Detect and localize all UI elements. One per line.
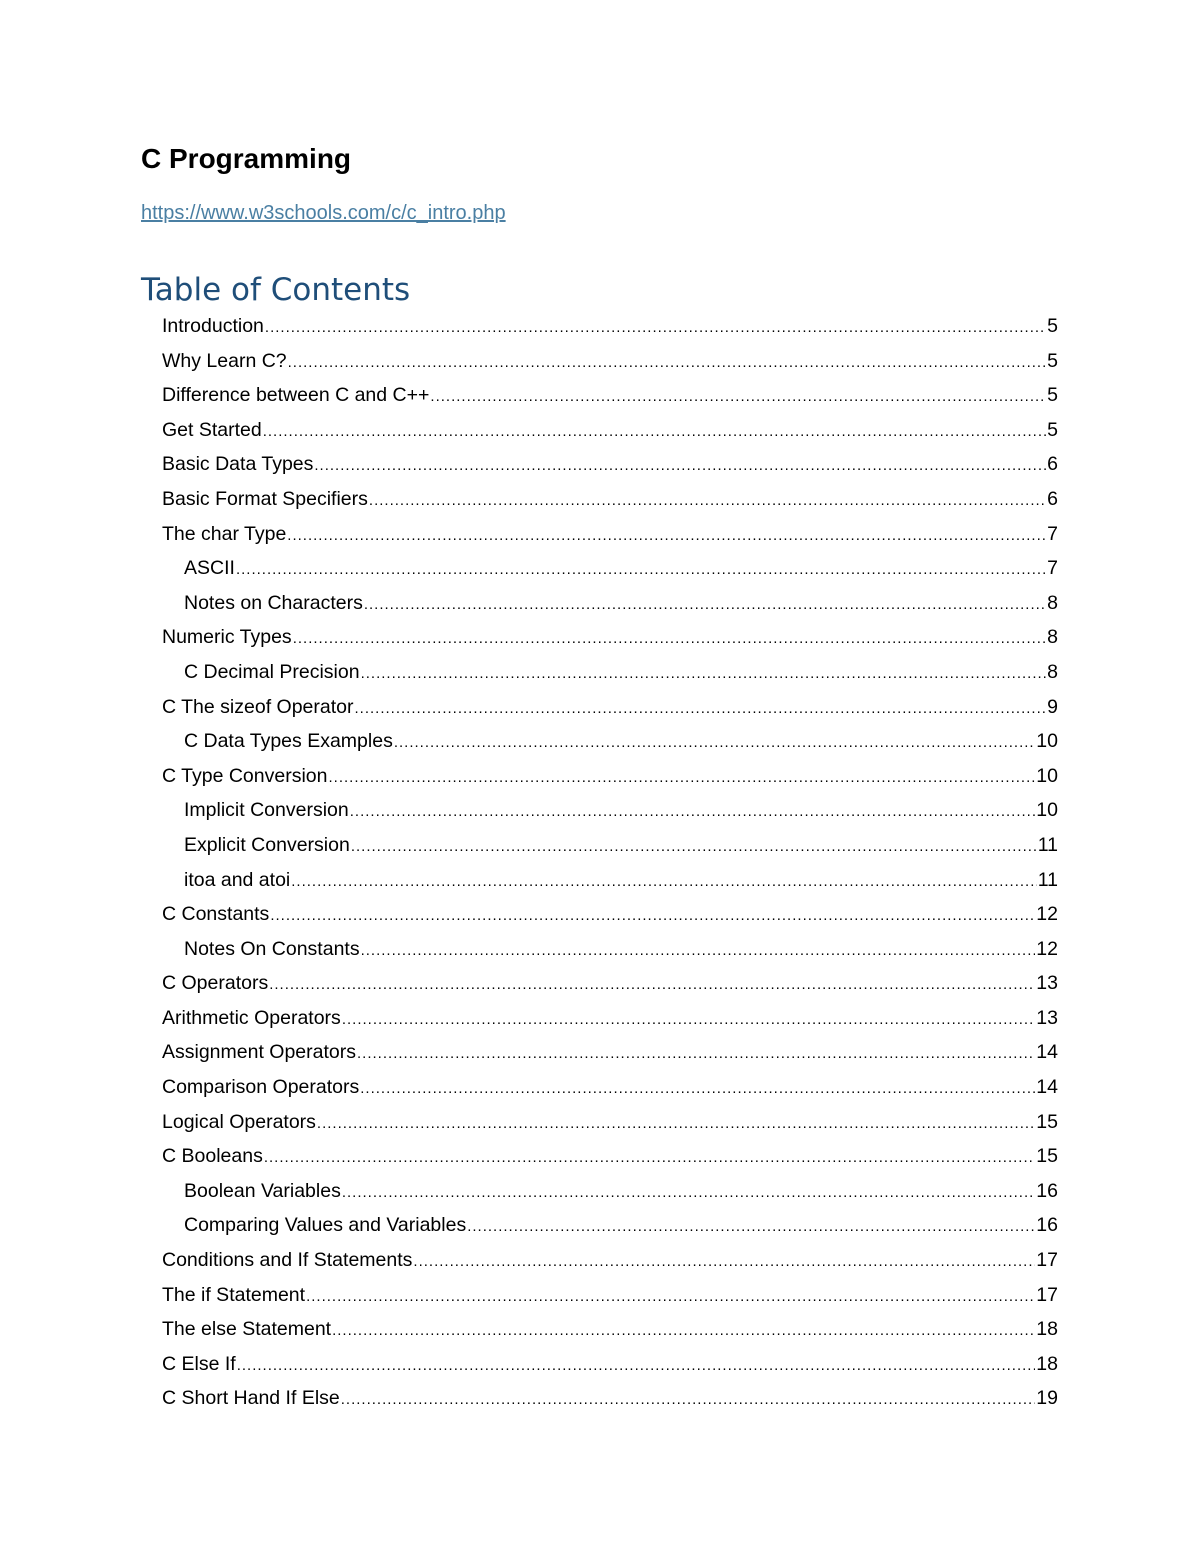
toc-entry[interactable] xyxy=(162,1208,1058,1243)
toc-entry-title: ASCII xyxy=(184,557,235,580)
toc-dot-leader xyxy=(314,449,1046,482)
toc-entry-page-number: 12 xyxy=(1036,903,1058,926)
toc-entry[interactable] xyxy=(162,690,1058,725)
toc-entry[interactable] xyxy=(162,344,1058,379)
toc-entry[interactable] xyxy=(162,1035,1058,1070)
toc-entry-title: Numeric Types xyxy=(162,626,292,649)
toc-entry-title: Introduction xyxy=(162,315,264,337)
toc-entry-page-number: 17 xyxy=(1036,1283,1058,1306)
toc-entry-title: C Constants xyxy=(162,903,270,926)
toc-dot-leader xyxy=(467,1210,1035,1243)
toc-dot-leader xyxy=(291,865,1036,898)
toc-heading: Table of Contents xyxy=(141,272,411,308)
toc-entry-page-number: 16 xyxy=(1036,1179,1058,1202)
toc-entry[interactable] xyxy=(162,1139,1058,1174)
toc-dot-leader xyxy=(354,692,1046,725)
toc-entry-page-number: 13 xyxy=(1036,972,1058,995)
toc-entry-title: Comparing Values and Variables xyxy=(184,1214,467,1237)
toc-entry[interactable] xyxy=(162,1312,1058,1347)
toc-entry-page-number: 13 xyxy=(1036,1006,1058,1029)
toc-entry[interactable] xyxy=(162,1381,1058,1416)
toc-entry-page-number: 8 xyxy=(1047,660,1058,683)
toc-entry-title: Difference between C and C++ xyxy=(162,384,430,407)
toc-entry-page-number: 7 xyxy=(1047,557,1058,580)
toc-entry[interactable] xyxy=(162,863,1058,898)
toc-entry[interactable] xyxy=(162,932,1058,967)
toc-entry-page-number: 11 xyxy=(1037,868,1058,891)
toc-dot-leader xyxy=(351,830,1037,863)
toc-entry-title: C Data Types Examples xyxy=(184,730,393,753)
toc-entry-title: Comparison Operators xyxy=(162,1076,360,1099)
toc-entry[interactable] xyxy=(162,655,1058,690)
toc-entry-title: The if Statement xyxy=(162,1283,306,1306)
toc-entry-page-number: 14 xyxy=(1036,1041,1058,1064)
toc-entry-page-number: 19 xyxy=(1036,1387,1058,1410)
toc-entry-title: The else Statement xyxy=(162,1318,332,1341)
toc-entry[interactable] xyxy=(162,413,1058,448)
toc-entry-page-number: 5 xyxy=(1047,418,1058,441)
toc-entry-page-number: 5 xyxy=(1047,384,1058,407)
toc-dot-leader xyxy=(430,380,1046,413)
toc-entry-title: Basic Format Specifiers xyxy=(162,487,368,510)
toc-entry-title: Explicit Conversion xyxy=(184,833,350,856)
toc-entry[interactable] xyxy=(162,724,1058,759)
toc-entry[interactable] xyxy=(162,1347,1058,1382)
toc-entry-page-number: 5 xyxy=(1047,349,1058,372)
toc-dot-leader xyxy=(306,1280,1035,1313)
toc-entry[interactable] xyxy=(162,1174,1058,1209)
toc-dot-leader xyxy=(342,1176,1035,1209)
toc-entry-title: Get Started xyxy=(162,418,262,441)
toc-dot-leader xyxy=(357,1037,1035,1070)
toc-entry-page-number: 9 xyxy=(1047,695,1058,718)
toc-dot-leader xyxy=(361,657,1047,690)
toc-entry[interactable] xyxy=(162,378,1058,413)
toc-entry-title: Conditions and If Statements xyxy=(162,1249,413,1272)
table-of-contents xyxy=(162,309,1058,1416)
toc-entry-page-number: 10 xyxy=(1036,799,1058,822)
toc-entry-title: Assignment Operators xyxy=(162,1041,357,1064)
toc-dot-leader xyxy=(413,1245,1035,1278)
toc-dot-leader xyxy=(360,1072,1035,1105)
toc-dot-leader xyxy=(328,761,1035,794)
toc-entry-page-number: 8 xyxy=(1047,591,1058,614)
toc-entry-title: C Operators xyxy=(162,972,269,995)
toc-entry-title: Implicit Conversion xyxy=(184,799,349,822)
toc-entry[interactable] xyxy=(162,828,1058,863)
toc-entry[interactable] xyxy=(162,1278,1058,1313)
toc-entry-page-number: 11 xyxy=(1037,833,1058,856)
toc-entry-page-number: 12 xyxy=(1036,937,1058,960)
toc-entry[interactable] xyxy=(162,759,1058,794)
toc-dot-leader xyxy=(332,1314,1035,1347)
toc-entry-page-number: 15 xyxy=(1036,1145,1058,1168)
toc-entry[interactable] xyxy=(162,793,1058,828)
toc-entry-page-number: 16 xyxy=(1036,1214,1058,1237)
toc-entry-page-number: 15 xyxy=(1036,1110,1058,1133)
toc-entry[interactable] xyxy=(162,897,1058,932)
toc-entry-title: Basic Data Types xyxy=(162,453,314,476)
toc-entry-title: C Else If xyxy=(162,1352,236,1375)
toc-dot-leader xyxy=(263,415,1046,448)
toc-entry-title: C Type Conversion xyxy=(162,764,328,787)
toc-entry-page-number: 17 xyxy=(1036,1249,1058,1272)
toc-dot-leader xyxy=(265,311,1046,344)
toc-entry[interactable] xyxy=(162,1243,1058,1278)
toc-dot-leader xyxy=(236,553,1046,586)
toc-dot-leader xyxy=(264,1141,1035,1174)
toc-dot-leader xyxy=(361,934,1036,967)
toc-dot-leader xyxy=(270,899,1035,932)
toc-entry-page-number: 5 xyxy=(1047,315,1058,337)
toc-entry[interactable] xyxy=(162,620,1058,655)
toc-dot-leader xyxy=(341,1383,1036,1416)
toc-entry-page-number: 6 xyxy=(1047,453,1058,476)
toc-entry-page-number: 8 xyxy=(1047,626,1058,649)
toc-entry-page-number: 7 xyxy=(1047,522,1058,545)
toc-entry-page-number: 10 xyxy=(1036,730,1058,753)
toc-entry[interactable] xyxy=(162,447,1058,482)
toc-dot-leader xyxy=(288,346,1047,379)
toc-entry[interactable] xyxy=(162,966,1058,1001)
toc-entry[interactable] xyxy=(162,586,1058,621)
toc-entry-title: Boolean Variables xyxy=(184,1179,341,1202)
toc-entry-title: C Booleans xyxy=(162,1145,263,1168)
toc-entry-title: itoa and atoi xyxy=(184,868,291,891)
toc-entry-title: C Decimal Precision xyxy=(184,660,360,683)
toc-dot-leader xyxy=(287,519,1046,552)
toc-entry-title: C Short Hand If Else xyxy=(162,1387,340,1410)
toc-entry[interactable] xyxy=(162,1001,1058,1036)
toc-entry-title: Why Learn C? xyxy=(162,349,287,372)
toc-entry[interactable] xyxy=(162,517,1058,552)
toc-entry-title: Arithmetic Operators xyxy=(162,1006,341,1029)
document-title: C Programming xyxy=(141,143,352,174)
source-link[interactable]: https://www.w3schools.com/c/c_intro.php xyxy=(141,202,506,224)
toc-entry-title: C The sizeof Operator xyxy=(162,695,354,718)
toc-entry-title: The char Type xyxy=(162,522,287,545)
toc-entry-title: Notes On Constants xyxy=(184,937,360,960)
toc-dot-leader xyxy=(350,795,1036,828)
toc-dot-leader xyxy=(364,588,1046,621)
toc-entry[interactable] xyxy=(162,1105,1058,1140)
toc-dot-leader xyxy=(317,1107,1035,1140)
toc-entry-title: Notes on Characters xyxy=(184,591,363,614)
toc-entry-page-number: 14 xyxy=(1036,1076,1058,1099)
toc-dot-leader xyxy=(237,1349,1036,1382)
toc-entry-title: Logical Operators xyxy=(162,1110,316,1133)
toc-dot-leader xyxy=(394,726,1035,759)
toc-dot-leader xyxy=(342,1003,1035,1036)
toc-dot-leader xyxy=(369,484,1046,517)
toc-dot-leader xyxy=(269,968,1035,1001)
toc-entry[interactable] xyxy=(162,482,1058,517)
toc-entry[interactable] xyxy=(162,551,1058,586)
toc-entry-page-number: 10 xyxy=(1036,764,1058,787)
toc-dot-leader xyxy=(293,622,1046,655)
toc-entry[interactable] xyxy=(162,1070,1058,1105)
toc-entry-page-number: 18 xyxy=(1036,1318,1058,1341)
toc-entry[interactable] xyxy=(162,309,1058,344)
toc-entry-page-number: 6 xyxy=(1047,487,1058,510)
toc-entry-page-number: 18 xyxy=(1036,1352,1058,1375)
